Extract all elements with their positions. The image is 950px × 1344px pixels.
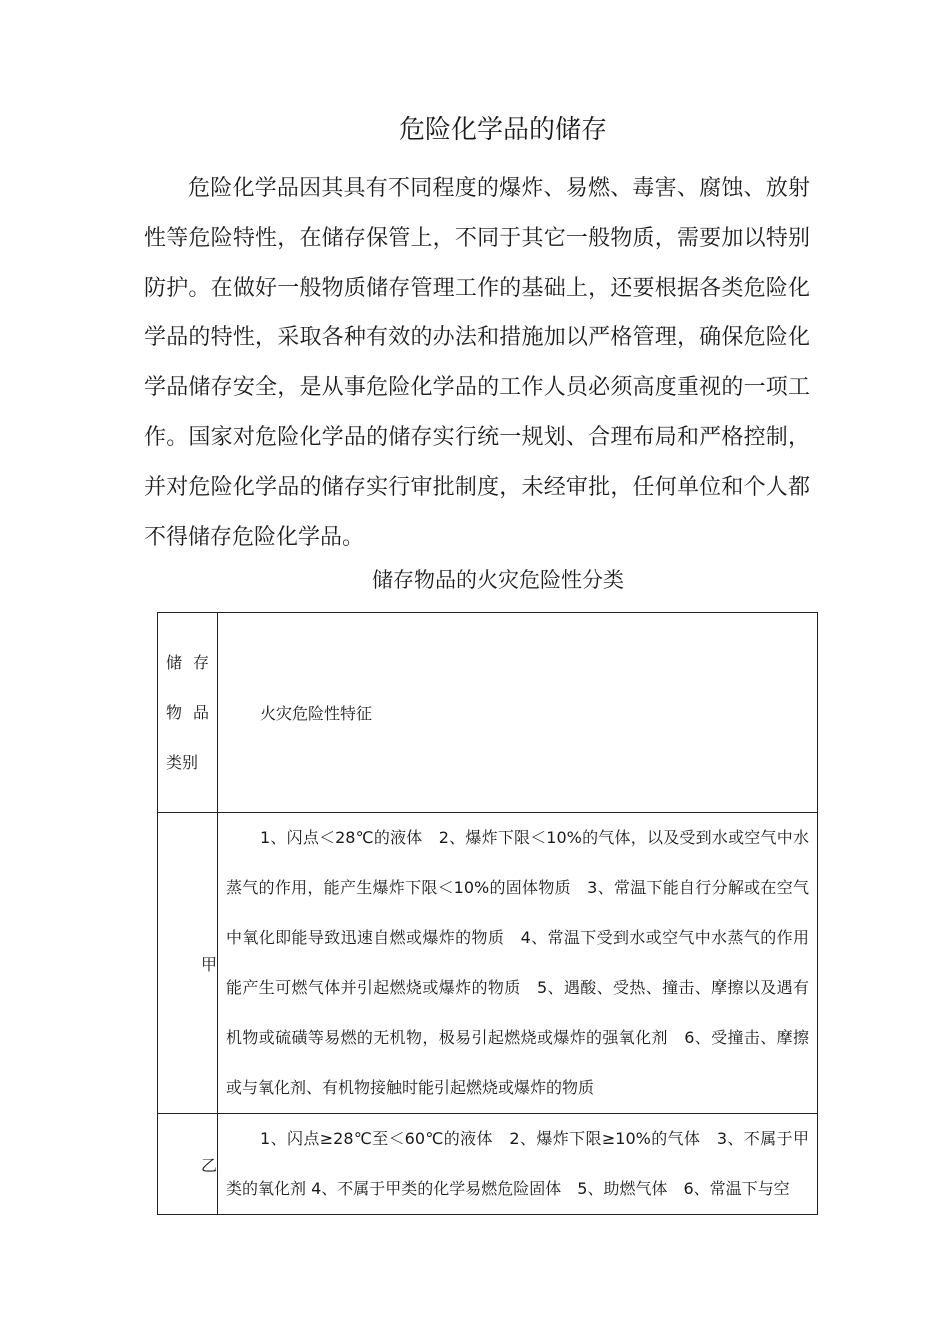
table-header-row [158,613,818,813]
fire-hazard-classification-table [157,612,818,1215]
feature-cell: 1、闪点＜28℃的液体 2、爆炸下限＜10%的气体，以及受到水或空气中水蒸气的作用，能产生爆炸下限＜10%的固体物质 3、常温下能自行分解或在空气中氧化即能导致迅速自燃或爆炸的物质 4、常温下受到水或空气中水蒸气的作用能产生可燃气体并引起燃烧或爆炸的物质 5、遇酸、受热、撞击、摩擦以及遇有机物或硫磺等易燃的无机物，极易引起燃烧或爆炸的强氧化剂 6、受撞击、摩擦或与氧化剂、有机物接触时能引起燃烧或爆炸的物质 [218,813,818,1114]
table-row [158,1114,818,1215]
category-cell [158,1114,218,1215]
classification-table-wrapper [157,612,817,1213]
table-row [158,813,818,1114]
category-label: 乙 [200,1155,217,1175]
header-feature-cell: 火灾危险性特征 [218,613,818,813]
table-caption: 储存物品的火灾危险性分类 [372,568,624,592]
header-category-cell: 储存物品类别 [158,613,218,813]
page-title: 危险化学品的储存 [398,115,607,145]
category-label: 甲 [200,954,217,974]
intro-paragraph: 危险化学品因其具有不同程度的爆炸、易燃、毒害、腐蚀、放射性等危险特性，在储存保管上，不同于其它一般物质，需要加以特别防护。在做好一般物质储存管理工作的基础上，还要根据各类危险化学品的特性，采取各种有效的办法和措施加以严格管理，确保危险化学品储存安全，是从事危险化学品的工作人员必须高度重视的一项工作。国家对危险化学品的储存实行统一规划、合理布局和严格控制，并对危险化学品的储存实行审批制度，未经审批，任何单位和个人都不得储存危险化学品。 [144,176,810,550]
category-cell [158,813,218,1114]
feature-cell: 1、闪点≥28℃至＜60℃的液体 2、爆炸下限≥10%的气体 3、不属于甲类的氧化剂 4、不属于甲类的化学易燃危险固体 5、助燃气体 6、常温下与空 [218,1114,818,1215]
